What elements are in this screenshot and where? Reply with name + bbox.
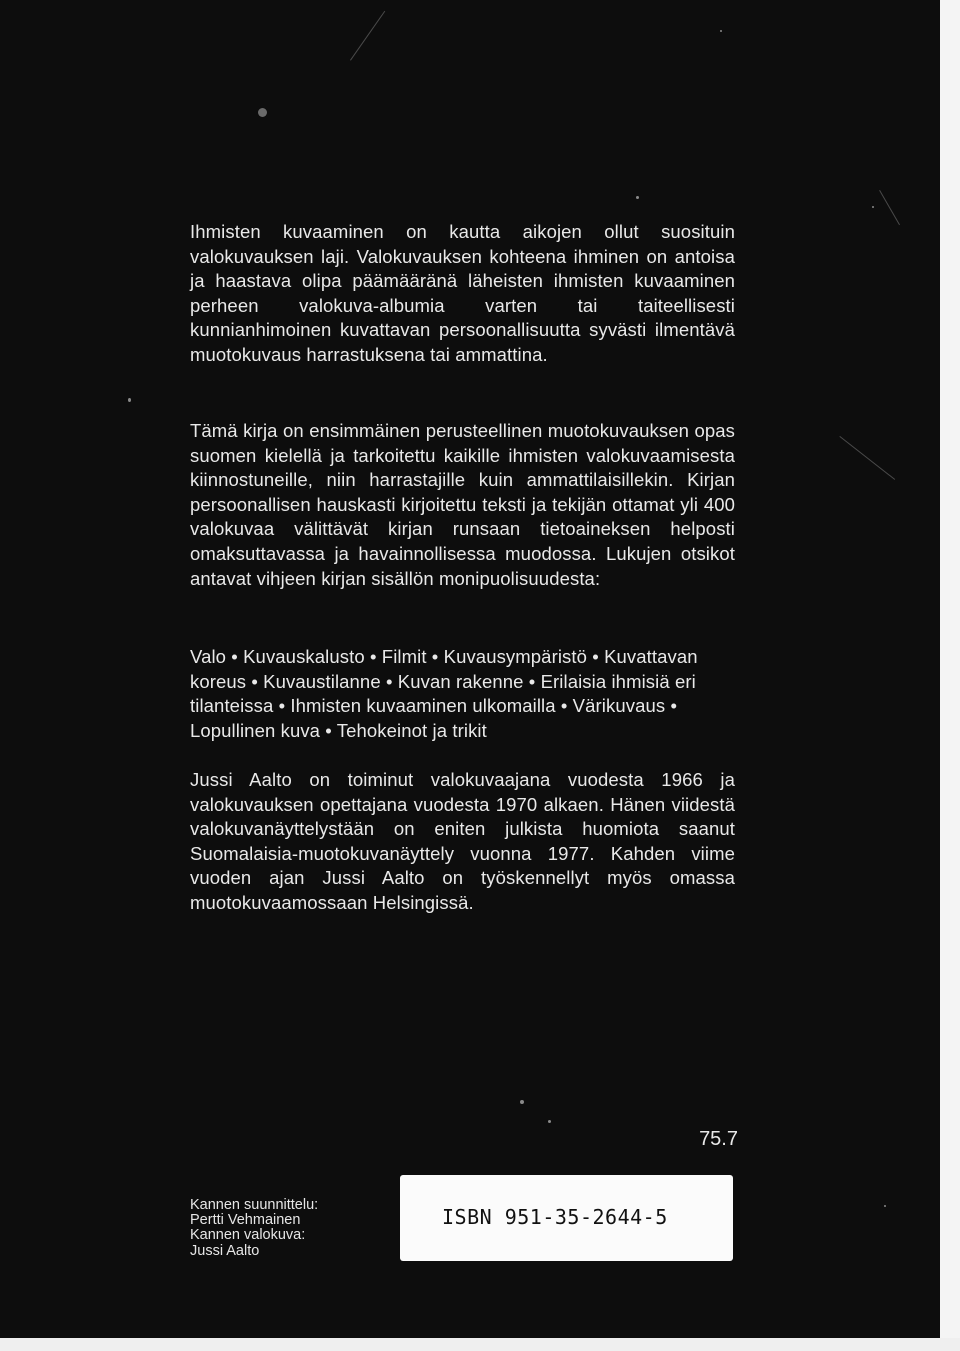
isbn-number: ISBN 951-35-2644-5 (442, 1205, 668, 1229)
dust-speck (548, 1120, 551, 1123)
scratch-line (879, 190, 900, 225)
cover-photo-label: Kannen valokuva: (190, 1227, 306, 1244)
dust-speck (872, 206, 874, 208)
intro-text: Ihmisten kuvaaminen on kautta aikojen ollut suosituin valokuvauksen laji. Valokuvauksen kohteena ihminen on antoisa ja haastava olipa päämääränä läheisten ihmisten kuvaaminen perheen valokuva-albumia varten tai taiteellisesti kunnianhimoinen kuvattavan persoonallisuutta syvästi ilmentävä muotokuvaus harrastuksena tai ammattina. (190, 221, 735, 365)
intro-paragraph (190, 220, 735, 368)
author-bio-text: Jussi Aalto on toiminut valokuvaajana vuodesta 1966 ja valokuvauksen opettajana vuodesta 1970 alkaen. Hänen viidestä valokuvanäyttelystään on eniten julkista huomiota saanut Suomalaisia-muotokuvanäyttely vuonna 1977. Kahden viime vuoden ajan Jussi Aalto on työskennellyt myös omassa muotokuvaamossaan Helsingissä. (190, 769, 735, 913)
book-description-text: Tämä kirja on ensimmäinen perusteellinen muotokuvauksen opas suomen kielellä ja tarkoitettu kaikille ihmisten valokuvaamisesta kiinnostuneille, niin harrastajille kuin ammattilaisillekin. Kirjan persoonallisen hauskasti kirjoitettu teksti ja tekijän ottamat yli 400 valokuvaa välittävät kirjan runsaan tietoaineksen helposti omaksuttavassa ja havainnollisessa muodossa. Lukujen otsikot antavat vihjeen kirjan sisällön monipuolisuudesta: (190, 420, 735, 589)
chapter-list-paragraph (190, 645, 735, 743)
cover-designer-name: Pertti Vehmainen (190, 1212, 301, 1229)
scratch-line (350, 11, 385, 61)
cover-photographer-name: Jussi Aalto (190, 1242, 260, 1259)
cover-credits (190, 1198, 318, 1259)
page-margin-right (940, 0, 960, 1351)
dust-speck (258, 108, 267, 117)
dust-speck (520, 1100, 524, 1104)
page-margin-bottom (0, 1338, 960, 1351)
chapter-list-text: Valo • Kuvauskalusto • Filmit • Kuvausympäristö • Kuvattavan koreus • Kuvaustilanne • Kuvan rakenne • Erilaisia ihmisiä eri tilanteissa • Ihmisten kuvaaminen ulkomailla • Värikuvaus • Lopullinen kuva • Tehokeinot ja trikit (190, 646, 698, 741)
scratch-line (839, 436, 895, 480)
isbn-label (400, 1175, 733, 1261)
dust-speck (720, 30, 722, 32)
dust-speck (128, 398, 131, 402)
author-bio-paragraph (190, 768, 735, 916)
dust-speck (636, 196, 639, 199)
dust-speck (884, 1205, 886, 1207)
cover-design-label: Kannen suunnittelu: (190, 1197, 319, 1213)
book-description-paragraph (190, 419, 735, 591)
price-code: 75.7 (699, 1128, 738, 1150)
